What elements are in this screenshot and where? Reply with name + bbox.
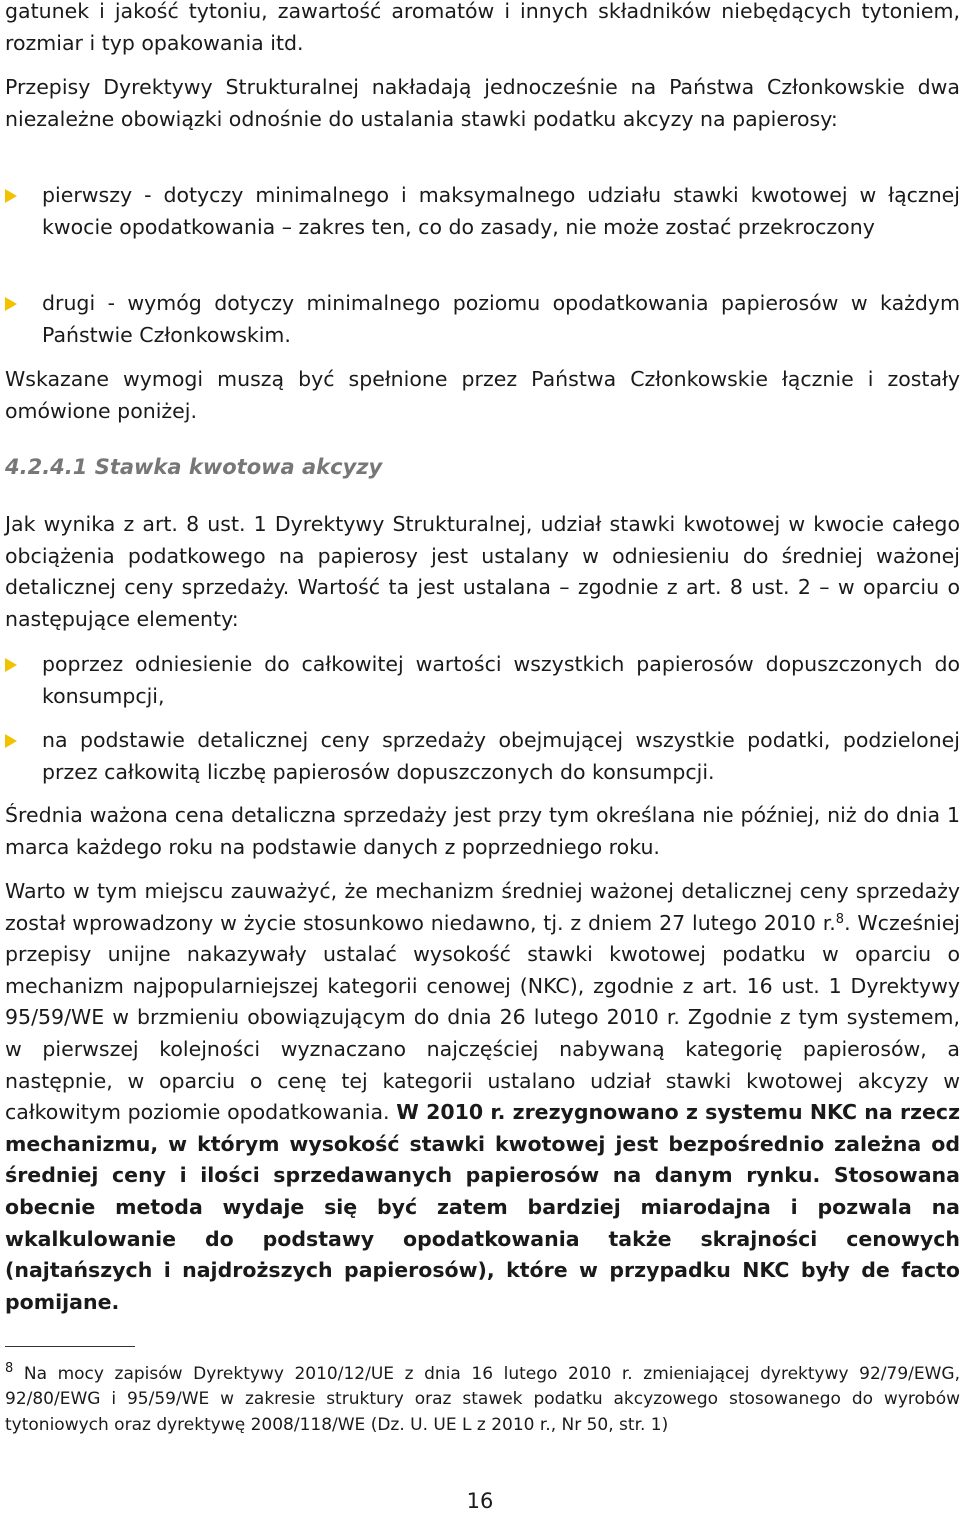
- paragraph-continuation: gatunek i jakość tytoniu, zawartość aromatów i innych składników niebędących tytoniem, rozmiar i typ opakowania itd.: [5, 0, 960, 55]
- footnote-number: 8: [5, 1361, 14, 1376]
- paragraph-bold-text: W 2010 r. zrezygnowano z systemu NKC na rzecz mechanizmu, w którym wysokość stawki kwotowej jest bezpośrednio zależna od średniej ceny i ilości sprzedawanych papierosów na danym rynku. Stosowana obecnie metoda wydaje się być zatem bardziej miarodajna i pozwala na wkalkulowanie do podstawy opodatkowania także skrajności cenowych (najtańszych i najdroższych papierosów), które w przypadku NKC były de facto pomijane.: [5, 1100, 960, 1314]
- page-number: 16: [466, 1489, 494, 1513]
- paragraph-mechanism-history: [5, 876, 960, 1318]
- list-item-text: poprzez odniesienie do całkowitej wartości wszystkich papierosów dopuszczonych do konsumpcji,: [42, 652, 960, 708]
- paragraph-weighted-price: Średnia ważona cena detaliczna sprzedaży jest przy tym określana nie później, niż do dnia 1 marca każdego roku na podstawie danych z poprzedniego roku.: [5, 803, 960, 859]
- footnote-text: Na mocy zapisów Dyrektywy 2010/12/UE z dnia 16 lutego 2010 r. zmieniającej dyrektywy 92/79/EWG, 92/80/EWG i 95/59/WE w zakresie struktury oraz stawek podatku akcyzowego stosowanego do wyrobów tytoniowych oraz dyrektywę 2008/118/WE (Dz. U. UE L z 2010 r., Nr 50, str. 1): [5, 1364, 960, 1435]
- section-heading: 4.2.4.1 Stawka kwotowa akcyzy: [5, 455, 383, 479]
- triangle-bullet-icon: [5, 297, 17, 311]
- paragraph-requirements-summary: Wskazane wymogi muszą być spełnione przez Państwa Członkowskie łącznie i zostały omówione poniżej.: [5, 367, 960, 423]
- triangle-bullet-icon: [5, 658, 17, 672]
- triangle-bullet-icon: [5, 189, 17, 203]
- list-item-text: pierwszy - dotyczy minimalnego i maksymalnego udziału stawki kwotowej w łącznej kwocie opodatkowania – zakres ten, co do zasady, nie może zostać przekroczony: [42, 183, 960, 239]
- list-item-text: na podstawie detalicznej ceny sprzedaży obejmującej wszystkie podatki, podzielonej przez całkowitą liczbę papierosów dopuszczonych do konsumpcji.: [42, 728, 960, 784]
- triangle-bullet-icon: [5, 734, 17, 748]
- footnote-divider: [5, 1346, 135, 1347]
- paragraph-text: Warto w tym miejscu zauważyć, że mechanizm średniej ważonej detalicznej ceny sprzedaży został wprowadzony w życie stosunkowo niedawno, tj. z dniem 27 lutego 2010 r.: [5, 879, 960, 935]
- footnote-reference[interactable]: 8: [835, 911, 845, 927]
- list-item-text: drugi - wymóg dotyczy minimalnego poziomu opodatkowania papierosów w każdym Państwie Członkowskim.: [42, 291, 960, 347]
- paragraph-obligations-intro: Przepisy Dyrektywy Strukturalnej nakładają jednocześnie na Państwa Członkowskie dwa niezależne obowiązki odnośnie do ustalania stawki podatku akcyzy na papierosy:: [5, 75, 960, 131]
- footnote: [5, 1362, 960, 1438]
- paragraph-text: . Wcześniej przepisy unijne nakazywały ustalać wysokość stawki kwotowej podatku w oparciu o mechanizm najpopularniejszej kategorii cenowej (NKC), zgodnie z art. 16 ust. 1 Dyrektywy 95/59/WE w brzmieniu obowiązującym do dnia 26 lutego 2010 r. Zgodnie z tym systemem, w pierwszej kolejności wyznaczano najczęściej nabywaną kategorię papierosów, a następnie, w oparciu o cenę tej kategorii ustalano udział stawki kwotowej akcyzy w całkowitym poziomie opodatkowania.: [5, 910, 960, 1125]
- paragraph-article-8: Jak wynika z art. 8 ust. 1 Dyrektywy Strukturalnej, udział stawki kwotowej w kwocie całego obciążenia podatkowego na papierosy jest ustalany w odniesieniu do średniej ważonej detalicznej ceny sprzedaży. Wartość ta jest ustalana – zgodnie z art. 8 ust. 2 – w oparciu o następujące elementy:: [5, 512, 960, 631]
